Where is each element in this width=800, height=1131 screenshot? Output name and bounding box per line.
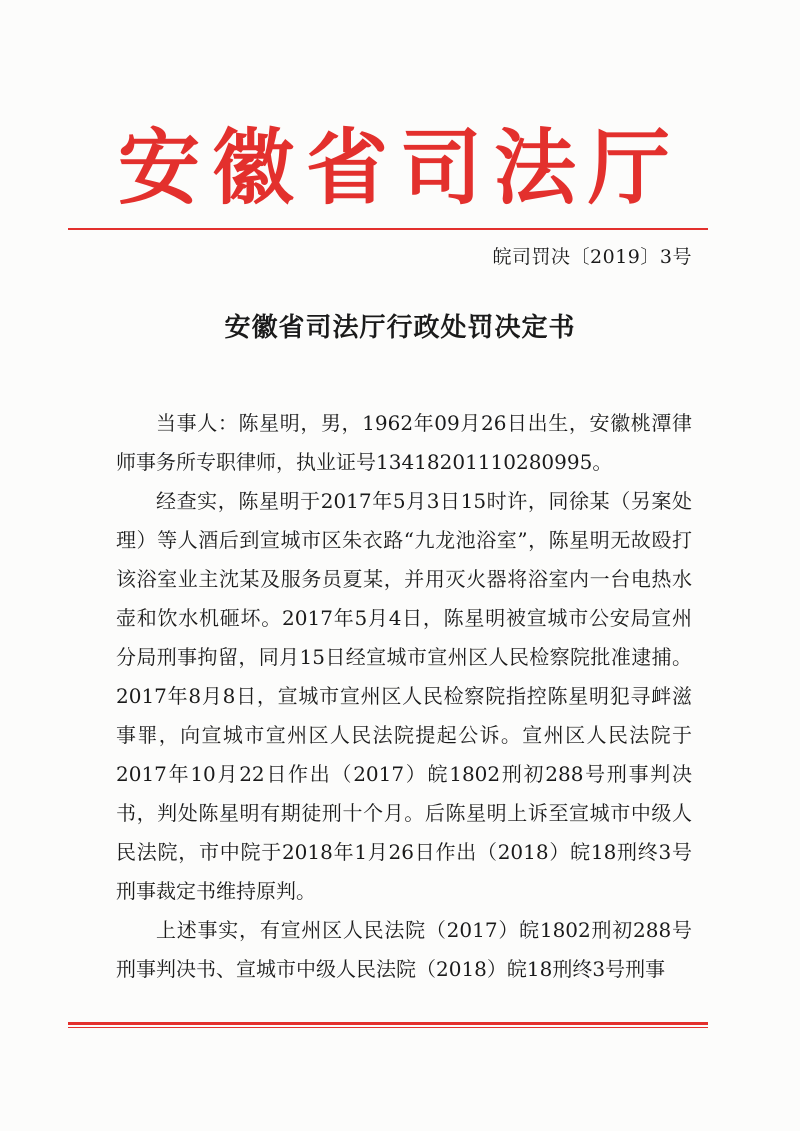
footer-divider [68, 1022, 708, 1030]
footer-divider-thin [68, 1027, 708, 1028]
letterhead-title: 安徽省司法厅 [117, 120, 682, 216]
document-number: 皖司罚决〔2019〕3号 [492, 246, 692, 268]
footer-divider-thick [68, 1022, 708, 1025]
paragraph-evidence: 上述事实，有宣州区人民法院（2017）皖1802刑初288号刑事判决书、宣城市中级人民法院（2018）皖18刑终3号刑事 [116, 918, 692, 981]
paragraph-party: 当事人：陈星明，男，1962年09月26日出生，安徽桃潭律师事务所专职律师，执业证号13418201110280995。 [116, 411, 692, 474]
letterhead-divider [68, 228, 708, 230]
document-body [116, 404, 692, 989]
document-title: 安徽省司法厅行政处罚决定书 [224, 313, 576, 343]
paragraph-facts: 经查实，陈星明于2017年5月3日15时许，同徐某（另案处理）等人酒后到宣城市区朱衣路“九龙池浴室”，陈星明无故殴打该浴室业主沈某及服务员夏某，并用灭火器将浴室内一台电热水壶和饮水机砸坏。2017年5月4日，陈星明被宣城市公安局宣州分局刑事拘留，同月15日经宣城市宣州区人民检察院批准逮捕。2017年8月8日，宣城市宣州区人民检察院指控陈星明犯寻衅滋事罪，向宣城市宣州区人民法院提起公诉。宣州区人民法院于2017年10月22日作出（2017）皖1802刑初288号刑事判决书，判处陈星明有期徒刑十个月。后陈星明上诉至宣城市中级人民法院，市中院于2018年1月26日作出（2018）皖18刑终3号刑事裁定书维持原判。 [116, 489, 692, 903]
